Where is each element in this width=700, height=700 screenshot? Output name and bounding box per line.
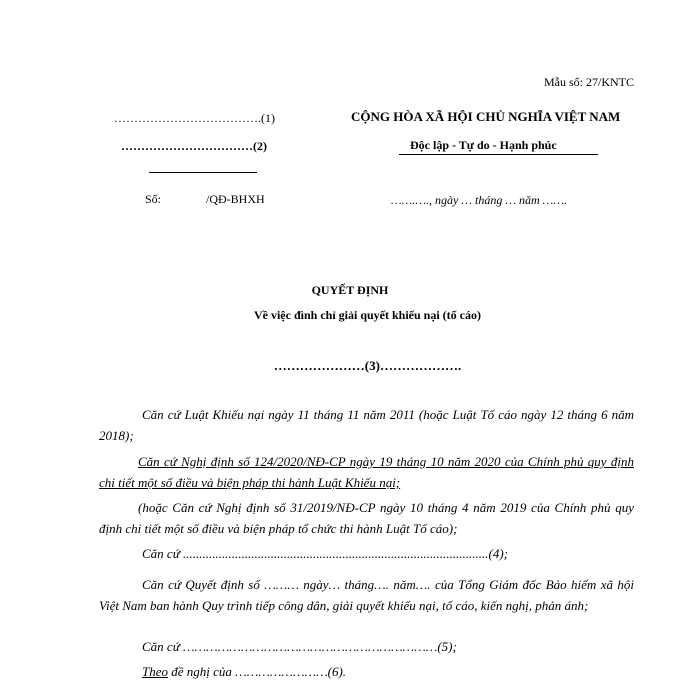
paragraph-proposal bbox=[142, 664, 346, 680]
paragraph-legal-basis-4: Căn cứ ..............................................................................................(4); bbox=[142, 546, 509, 561]
nation-title: CỘNG HÒA XÃ HỘI CHỦ NGHĨA VIỆT NAM bbox=[351, 109, 621, 124]
proposal-prefix: Theo bbox=[142, 664, 168, 679]
motto-underline bbox=[399, 154, 598, 155]
agency-line-1: ……………………………….(1) bbox=[114, 111, 275, 125]
paragraph-legal-basis-3 bbox=[99, 497, 634, 539]
agency-underline bbox=[149, 172, 257, 173]
decision-number-suffix: /QĐ-BHXH bbox=[206, 192, 265, 206]
document-subtitle: Về việc đình chỉ giải quyết khiếu nại (tố cáo) bbox=[253, 308, 481, 322]
agency-line-2: ……………………………(2) bbox=[121, 139, 267, 153]
paragraph-legal-basis-1 bbox=[99, 404, 634, 446]
date-line: …….…., ngày … tháng … năm ……. bbox=[391, 193, 568, 207]
decision-number-label: Số: bbox=[145, 192, 162, 206]
paragraph-legal-basis-5 bbox=[99, 574, 634, 616]
form-number: Mẫu số: 27/KNTC bbox=[544, 75, 634, 89]
paragraph-text: Căn cứ Luật Khiếu nại ngày 11 tháng 11 năm 2011 (hoặc Luật Tố cáo ngày 12 tháng 6 năm 2018); bbox=[99, 407, 634, 443]
paragraph-text: Căn cứ Quyết định số ……… ngày… tháng…. năm…. của Tổng Giám đốc Bảo hiểm xã hội Việt Nam ban hành Quy trình tiếp công dân, giải quyết khiếu nại, tố cáo, kiến nghị, phản ánh; bbox=[99, 577, 634, 613]
national-motto: Độc lập - Tự do - Hạnh phúc bbox=[410, 138, 557, 152]
proposal-text: đề nghị của ……………………(6). bbox=[168, 664, 347, 679]
document-title: QUYẾT ĐỊNH bbox=[311, 283, 389, 297]
paragraph-legal-basis-2 bbox=[99, 451, 634, 493]
paragraph-text: (hoặc Căn cứ Nghị định số 31/2019/NĐ-CP ngày 10 tháng 4 năm 2019 của Chính phủ quy định chi tiết một số điều và biện pháp tổ chức thi hành Luật Tố cáo); bbox=[99, 500, 634, 536]
paragraph-text: Căn cứ Nghị định số 124/2020/NĐ-CP ngày 19 tháng 10 năm 2020 của Chính phủ quy định chi tiết một số điều và biện pháp thi hành Luật Khiếu nại; bbox=[99, 454, 634, 490]
paragraph-legal-basis-6: Căn cứ …………………………………………………………(5); bbox=[142, 639, 457, 654]
authority-line: …………………(3)………………. bbox=[273, 358, 462, 373]
